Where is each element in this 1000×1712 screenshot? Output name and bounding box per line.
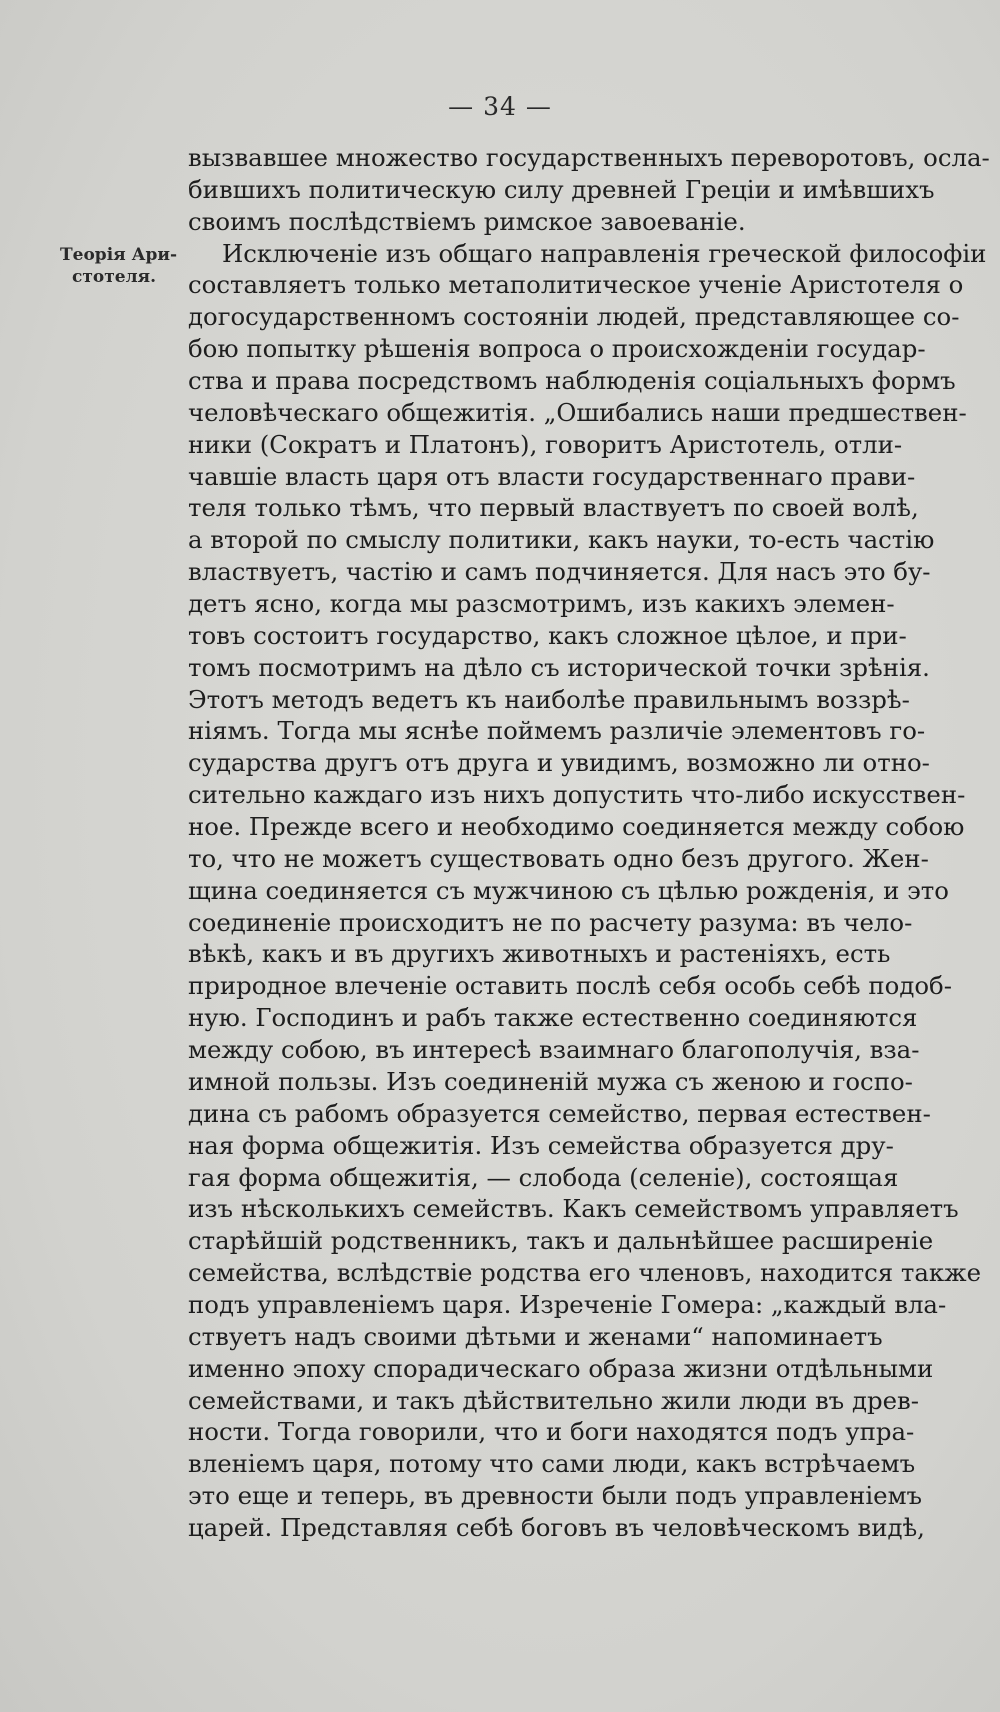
text-line: природное влеченіе оставить послѣ себя особь себѣ подоб- <box>188 971 952 1001</box>
text-line: теля только тѣмъ, что первый властвуетъ по своей волѣ, <box>188 493 919 523</box>
text-line: имной пользы. Изъ соединеній мужа съ женою и госпо- <box>188 1066 913 1096</box>
text-line: соединеніе происходитъ не по расчету разума: въ чело- <box>188 907 913 937</box>
text-line: сударства другъ отъ друга и увидимъ, возможно ли отно- <box>188 748 930 778</box>
text-line: именно эпоху спорадическаго образа жизни отдѣльными <box>188 1353 934 1383</box>
text-line: старѣйшій родственникъ, такъ и дальнѣйшее расширеніе <box>188 1226 934 1256</box>
body-text <box>188 142 990 1544</box>
text-line: Этотъ методъ ведетъ къ наиболѣе правильнымъ воззрѣ- <box>188 684 910 714</box>
text-line: ную. Господинъ и рабъ также естественно соединяются <box>188 1003 918 1033</box>
text-line: вѣкѣ, какъ и въ другихъ животныхъ и растеніяхъ, есть <box>188 939 891 969</box>
text-line: дина съ рабомъ образуется семейство, первая естествен- <box>188 1098 931 1128</box>
text-line: ности. Тогда говорили, что и боги находятся подъ упра- <box>188 1417 915 1447</box>
text-line: ствуетъ надъ своими дѣтьми и женами“ напоминаетъ <box>188 1321 883 1351</box>
text-line: ники (Сократъ и Платонъ), говоритъ Аристотель, отли- <box>188 429 903 459</box>
text-line: догосударственномъ состояніи людей, представляющее со- <box>188 302 960 332</box>
text-line: а второй по смыслу политики, какъ науки, то-есть частію <box>188 525 935 555</box>
text-line: человѣческаго общежитія. „Ошибались наши предшествен- <box>188 397 967 427</box>
margin-note <box>60 244 188 288</box>
text-line: составляетъ только метаполитическое ученіе Аристотеля о <box>188 270 964 300</box>
page-number: — 34 — <box>448 92 552 121</box>
margin-note-line: стотеля. <box>72 267 157 287</box>
text-line: ніямъ. Тогда мы яснѣе поймемъ различіе элементовъ го- <box>188 716 926 746</box>
margin-note-line: Теорія Ари- <box>60 245 178 265</box>
text-line: детъ ясно, когда мы разсмотримъ, изъ какихъ элемен- <box>188 589 895 619</box>
text-line: семейства, вслѣдствіе родства его членовъ, находится также <box>188 1258 982 1288</box>
text-line: властвуетъ, частію и самъ подчиняется. Для насъ это бу- <box>188 557 931 587</box>
text-line: бившихъ политическую силу древней Греціи и имѣвшихъ <box>188 174 935 204</box>
text-line: щина соединяется съ мужчиною съ цѣлью рожденія, и это <box>188 875 949 905</box>
text-line: семействами, и такъ дѣйствительно жили люди въ древ- <box>188 1385 919 1415</box>
text-line: ства и права посредствомъ наблюденія соціальныхъ формъ <box>188 366 956 396</box>
text-line: вленіемъ царя, потому что сами люди, какъ встрѣчаемъ <box>188 1449 916 1479</box>
text-line: гая форма общежитія, — слобода (селеніе), состоящая <box>188 1162 899 1192</box>
text-line: ное. Прежде всего и необходимо соединяется между собою <box>188 812 965 842</box>
text-line: сительно каждаго изъ нихъ допустить что-либо искусствен- <box>188 780 966 810</box>
text-line: бою попытку рѣшенія вопроса о происхожденіи государ- <box>188 334 926 364</box>
text-line: изъ нѣсколькихъ семействъ. Какъ семействомъ управляетъ <box>188 1194 959 1224</box>
text-line: чавшіе власть царя отъ власти государственнаго прави- <box>188 461 916 491</box>
text-line: то, что не можетъ существовать одно безъ другого. Жен- <box>188 843 929 873</box>
text-line: царей. Представляя себѣ боговъ въ человѣческомъ видѣ, <box>188 1512 925 1542</box>
text-line: между собою, въ интересѣ взаимнаго благополучія, вза- <box>188 1035 920 1065</box>
text-line: это еще и теперь, въ древности были подъ управленіемъ <box>188 1481 923 1511</box>
text-line: своимъ послѣдствіемъ римское завоеваніе. <box>188 206 746 236</box>
text-line: томъ посмотримъ на дѣло съ исторической точки зрѣнія. <box>188 652 930 682</box>
text-line: вызвавшее множество государственныхъ переворотовъ, осла- <box>188 143 990 172</box>
text-line: Исключеніе изъ общаго направленія греческой философіи <box>222 238 987 268</box>
text-line: ная форма общежитія. Изъ семейства образуется дру- <box>188 1130 894 1160</box>
text-line: подъ управленіемъ царя. Изреченіе Гомера: „каждый вла- <box>188 1289 947 1319</box>
text-line: товъ состоитъ государство, какъ сложное цѣлое, и при- <box>188 620 907 650</box>
